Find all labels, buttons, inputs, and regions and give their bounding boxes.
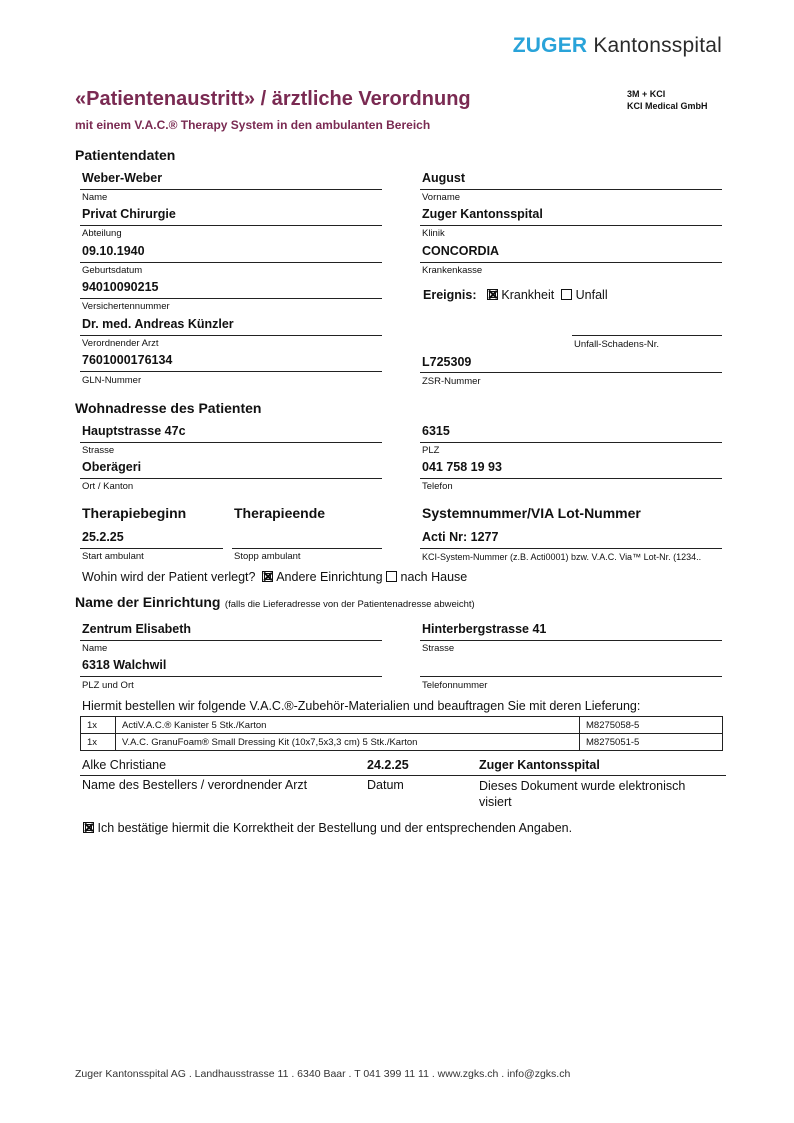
- name-value[interactable]: Weber-Weber: [82, 171, 163, 185]
- unfall-nr-label: Unfall-Schadens-Nr.: [574, 339, 660, 350]
- einrichtung-plz-label: PLZ und Ort: [82, 680, 134, 691]
- start-label: Start ambulant: [82, 551, 144, 562]
- ereignis-row: [423, 288, 608, 302]
- strasse-value[interactable]: Hauptstrasse 47c: [82, 424, 186, 438]
- einrichtung-strasse-value[interactable]: Hinterbergstrasse 41: [422, 622, 547, 636]
- klinik-label: Klinik: [422, 228, 445, 239]
- page-title: «Patientenaustritt» / ärztliche Verordnung: [75, 88, 471, 110]
- ort-value[interactable]: Oberägeri: [82, 460, 142, 474]
- einrichtung-telefon-line: [420, 676, 722, 677]
- strasse-line: [80, 442, 382, 443]
- vorname-line: [420, 189, 722, 190]
- telefon-line: [420, 478, 722, 479]
- einrichtung-plz-line: [80, 676, 382, 677]
- vorname-label: Vorname: [422, 192, 461, 203]
- section-wohnadresse: Wohnadresse des Patienten: [75, 400, 262, 416]
- besteller-date-value: 24.2.25: [367, 758, 409, 772]
- klinik-line: [420, 225, 722, 226]
- system-value[interactable]: Acti Nr: 1277: [422, 530, 499, 544]
- nach-hause-checkbox[interactable]: [386, 571, 397, 582]
- order-intro: Hiermit bestellen wir folgende V.A.C.®-Zubehör-Materialien und beauftragen Sie mit deren Lieferung:: [82, 699, 641, 713]
- name-label: Name: [82, 192, 108, 203]
- ereignis-label: Ereignis:: [423, 288, 477, 302]
- krankenkasse-line: [420, 262, 722, 263]
- gln-line: [80, 371, 382, 372]
- besteller-org-label: Dieses Dokument wurde elektronisch visiert: [479, 779, 686, 809]
- einrichtung-heading-row: [75, 594, 475, 612]
- einrichtung-name-value[interactable]: Zentrum Elisabeth: [82, 622, 192, 636]
- vendor-line1: 3M + KCI: [627, 89, 666, 99]
- logo-part2: Kantonsspital: [593, 34, 722, 57]
- item-desc: V.A.C. GranuFoam® Small Dressing Kit (10x7,5x3,3 cm) 5 Stk./Karton: [116, 734, 580, 751]
- versichertennummer-value[interactable]: 94010090215: [82, 280, 159, 294]
- einrichtung-name-line: [80, 640, 382, 641]
- ort-line: [80, 478, 382, 479]
- abteilung-label: Abteilung: [82, 228, 122, 239]
- versichertennummer-line: [80, 298, 382, 299]
- abteilung-value[interactable]: Privat Chirurgie: [82, 207, 176, 221]
- telefon-value[interactable]: 041 758 19 93: [422, 460, 502, 474]
- order-table: [80, 716, 723, 751]
- arzt-line: [80, 335, 382, 336]
- andere-einrichtung-checkbox[interactable]: [262, 571, 273, 582]
- therapiebeginn-heading: Therapiebeginn: [82, 505, 187, 521]
- telefon-label: Telefon: [422, 481, 453, 492]
- unfall-label: Unfall: [575, 288, 608, 302]
- andere-einrichtung-label: Andere Einrichtung: [276, 570, 383, 584]
- confirm-text: Ich bestätige hiermit die Korrektheit der Bestellung und der entsprechenden Angaben.: [97, 821, 573, 835]
- systemnummer-heading: Systemnummer/VIA Lot-Nummer: [422, 505, 641, 521]
- geburtsdatum-label: Geburtsdatum: [82, 265, 143, 276]
- gln-value[interactable]: 7601000176134: [82, 353, 173, 367]
- klinik-value[interactable]: Zuger Kantonsspital: [422, 207, 543, 221]
- system-line: [420, 548, 722, 549]
- table-row: [81, 717, 723, 734]
- table-row: [81, 734, 723, 751]
- versichertennummer-label: Versichertennummer: [82, 301, 170, 312]
- zsr-value[interactable]: L725309: [422, 355, 472, 369]
- verlegung-question: Wohin wird der Patient verlegt?: [82, 570, 256, 584]
- nach-hause-label: nach Hause: [400, 570, 468, 584]
- vendor-line2: KCI Medical GmbH: [627, 101, 708, 111]
- system-label: KCI-System-Nummer (z.B. Acti0001) bzw. V.A.C. Via™ Lot-Nr. (1234..: [422, 552, 702, 562]
- plz-line: [420, 442, 722, 443]
- besteller-date-label: Datum: [367, 778, 404, 792]
- confirm-checkbox[interactable]: [83, 822, 94, 833]
- footer: Zuger Kantonsspital AG . Landhausstrasse 11 . 6340 Baar . T 041 399 11 11 . www.zgks.ch . info@zgks.ch: [75, 1068, 571, 1080]
- item-desc: ActiV.A.C.® Kanister 5 Stk./Karton: [116, 717, 580, 734]
- page-subtitle: mit einem V.A.C.® Therapy System in den ambulanten Bereich: [75, 118, 431, 132]
- krankheit-checkbox[interactable]: [487, 289, 498, 300]
- start-line: [80, 548, 223, 549]
- item-code: M8275051-5: [580, 734, 723, 751]
- arzt-label: Verordnender Arzt: [82, 338, 159, 349]
- item-qty: 1x: [81, 717, 116, 734]
- einrichtung-strasse-label: Strasse: [422, 643, 455, 654]
- krankheit-label: Krankheit: [501, 288, 555, 302]
- name-line: [80, 189, 382, 190]
- plz-label: PLZ: [422, 445, 440, 456]
- vendor-block: [627, 88, 708, 112]
- einrichtung-telefon-label: Telefonnummer: [422, 680, 488, 691]
- section-patientendaten: Patientendaten: [75, 147, 176, 163]
- verlegung-row: [82, 570, 467, 584]
- krankenkasse-value[interactable]: CONCORDIA: [422, 244, 500, 258]
- therapieende-heading: Therapieende: [234, 505, 326, 521]
- confirm-row: [83, 821, 572, 835]
- geburtsdatum-line: [80, 262, 382, 263]
- zsr-label: ZSR-Nummer: [422, 376, 481, 387]
- besteller-name-label: Name des Bestellers / verordnender Arzt: [82, 778, 308, 792]
- besteller-name-value: Alke Christiane: [82, 758, 167, 772]
- unfall-nr-line[interactable]: [572, 335, 722, 336]
- einrichtung-name-label: Name: [82, 643, 108, 654]
- einrichtung-strasse-line: [420, 640, 722, 641]
- item-code: M8275058-5: [580, 717, 723, 734]
- section-einrichtung: Name der Einrichtung: [75, 594, 221, 610]
- gln-label: GLN-Nummer: [82, 375, 142, 386]
- item-qty: 1x: [81, 734, 116, 751]
- logo-part1: ZUGER: [512, 34, 588, 57]
- abteilung-line: [80, 225, 382, 226]
- besteller-org-value: Zuger Kantonsspital: [479, 758, 600, 772]
- strasse-label: Strasse: [82, 445, 115, 456]
- stopp-label: Stopp ambulant: [234, 551, 301, 562]
- hospital-logo: [513, 34, 722, 58]
- geburtsdatum-value[interactable]: 09.10.1940: [82, 244, 145, 258]
- einrichtung-plz-value[interactable]: 6318 Walchwil: [82, 658, 167, 672]
- arzt-value[interactable]: Dr. med. Andreas Künzler: [82, 317, 234, 331]
- start-value[interactable]: 25.2.25: [82, 530, 124, 544]
- ort-label: Ort / Kanton: [82, 481, 134, 492]
- signature-line: [80, 775, 726, 776]
- unfall-checkbox[interactable]: [561, 289, 572, 300]
- krankenkasse-label: Krankenkasse: [422, 265, 483, 276]
- vorname-value[interactable]: August: [422, 171, 466, 185]
- zsr-line: [420, 372, 722, 373]
- einrichtung-note: (falls die Lieferadresse von der Patientenadresse abweicht): [224, 599, 475, 610]
- plz-value[interactable]: 6315: [422, 424, 450, 438]
- stopp-line: [232, 548, 382, 549]
